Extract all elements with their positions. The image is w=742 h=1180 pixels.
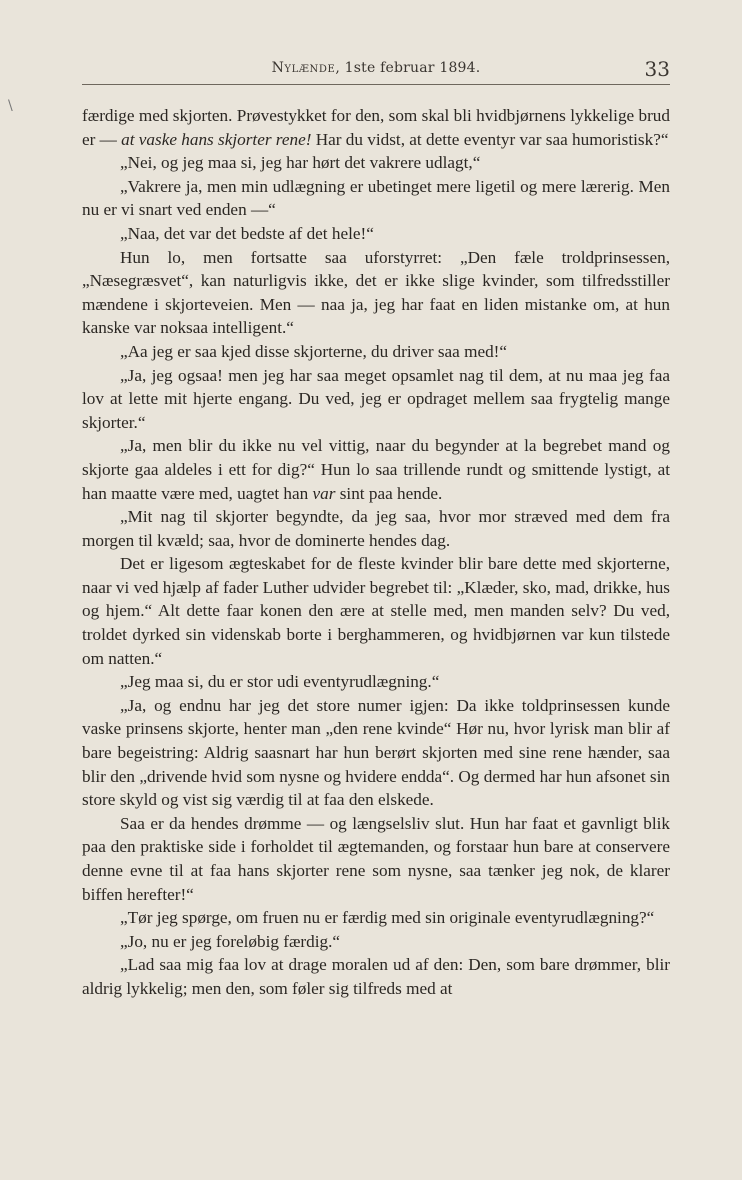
text-run: „Aa jeg er saa kjed disse skjorterne, du driver saa med!“ [120, 341, 508, 361]
text-run: „Naa, det var det bedste af det hele!“ [120, 223, 374, 243]
paragraph [82, 505, 670, 552]
text-run: Hun lo, men fortsatte saa uforstyrret: „Den fæle troldprinsessen, „Næsegræsvet“, kan naturligvis ikke, det er ikke slige kvinder, som tilfredsstiller mændene i skjorteveien. Men — naa ja, jeg har faat en liden mistanke om, at hun kanske var noksaa intelligent.“ [82, 247, 670, 338]
text-run: „Lad saa mig faa lov at drage moralen ud af den: Den, som bare drømmer, blir aldrig lykkelig; men den, som føler sig tilfreds med at [82, 955, 670, 998]
running-header [82, 57, 670, 84]
text-run: „Jeg maa si, du er stor udi eventyrudlægning.“ [120, 672, 440, 692]
text-run: „Jo, nu er jeg foreløbig færdig.“ [120, 931, 341, 951]
paragraph [82, 930, 670, 954]
text-run: færdige med skjorten. Prøvestykket for den, som skal bli hvidbjørnens lykkelige brud er — [82, 106, 670, 149]
paragraph [82, 434, 670, 505]
text-run: Det er ligesom ægteskabet for de fleste kvinder blir bare dette med skjorterne, naar vi ved hjælp af fader Luther udvider begrebet til: „Klæder, sko, mad, drikke, hus og hjem.“ Alt dette faar konen den ære at stelle med, men manden selv? Du ved, troldet dyrked sin videnskab borte i berghammeren, og hvidbjørnen var kun tilstede om natten.“ [82, 554, 670, 668]
paragraph [82, 222, 670, 246]
text-run: Har du vidst, at dette eventyr var saa humoristisk?“ [311, 129, 669, 149]
journal-name: Nylænde [271, 60, 336, 76]
margin-mark: \ [8, 98, 13, 114]
text-run: „Ja, og endnu har jeg det store numer igjen: Da ikke toldprinsessen kunde vaske prinsens skjorte, henter man „den rene kvinde“ Hør nu, hvor lyrisk man blir af bare begeistring: Aldrig saasnart har hun berørt skjorten med sine rene hænder, saa blir den „drivende hvid som nysne og hvidere endda“. Og dermed har hun afsonet sin store skyld og vist sig værdig til at faa den elskede. [82, 695, 670, 810]
body-text [82, 104, 670, 1001]
page-number: 33 [644, 57, 670, 81]
italic-text: at vaske hans skjorter rene! [121, 129, 312, 149]
text-run: „Nei, og jeg maa si, jeg har hørt det vakrere udlagt,“ [120, 153, 481, 173]
paragraph [82, 104, 670, 151]
paragraph [82, 670, 670, 694]
paragraph [82, 246, 670, 340]
text-run: „Tør jeg spørge, om fruen nu er færdig med sin originale eventyrudlægning?“ [120, 908, 655, 928]
text-run: „Vakrere ja, men min udlægning er ubetinget mere ligetil og mere lærerig. Men nu er vi snart ved enden —“ [82, 176, 670, 220]
text-run: „Mit nag til skjorter begyndte, da jeg saa, hvor mor stræved med dem fra morgen til kvæld; saa, hvor de dominerte hendes dag. [82, 507, 670, 550]
issue-date: , 1ste februar 1894. [335, 60, 481, 76]
paragraph [82, 812, 670, 906]
text-run: sint paa hende. [335, 483, 443, 503]
paragraph [82, 364, 670, 435]
italic-text: var [312, 483, 336, 503]
text-run: Saa er da hendes drømme — og længselsliv slut. Hun har faat et gavnligt blik paa den praktiske side i forholdet til ægtemanden, og forstaar hun bare at conservere denne evne til at faa hans skjorter rene som nysne, saa tænker jeg nok, de klarer biffen herefter!“ [82, 813, 670, 904]
paragraph [82, 953, 670, 1000]
running-title [82, 60, 670, 76]
paragraph [82, 694, 670, 812]
text-run: „Ja, jeg ogsaa! men jeg har saa meget opsamlet nag til dem, at nu maa jeg faa lov at lette mit hjerte engang. Du ved, jeg er opdraget mellem saa frygtelig mange skjorter.“ [82, 365, 670, 432]
paragraph [82, 906, 670, 930]
paragraph [82, 175, 670, 222]
text-run: „Ja, men blir du ikke nu vel vittig, naar du begynder at la begrebet mand og skjorte gaa aldeles i ett for dig?“ Hun lo saa trillende rundt og smittende lystigt, at han maatte være med, uagtet han [82, 436, 670, 503]
paragraph [82, 552, 670, 670]
paragraph [82, 340, 670, 364]
paragraph [82, 151, 670, 175]
header-rule [82, 84, 670, 85]
